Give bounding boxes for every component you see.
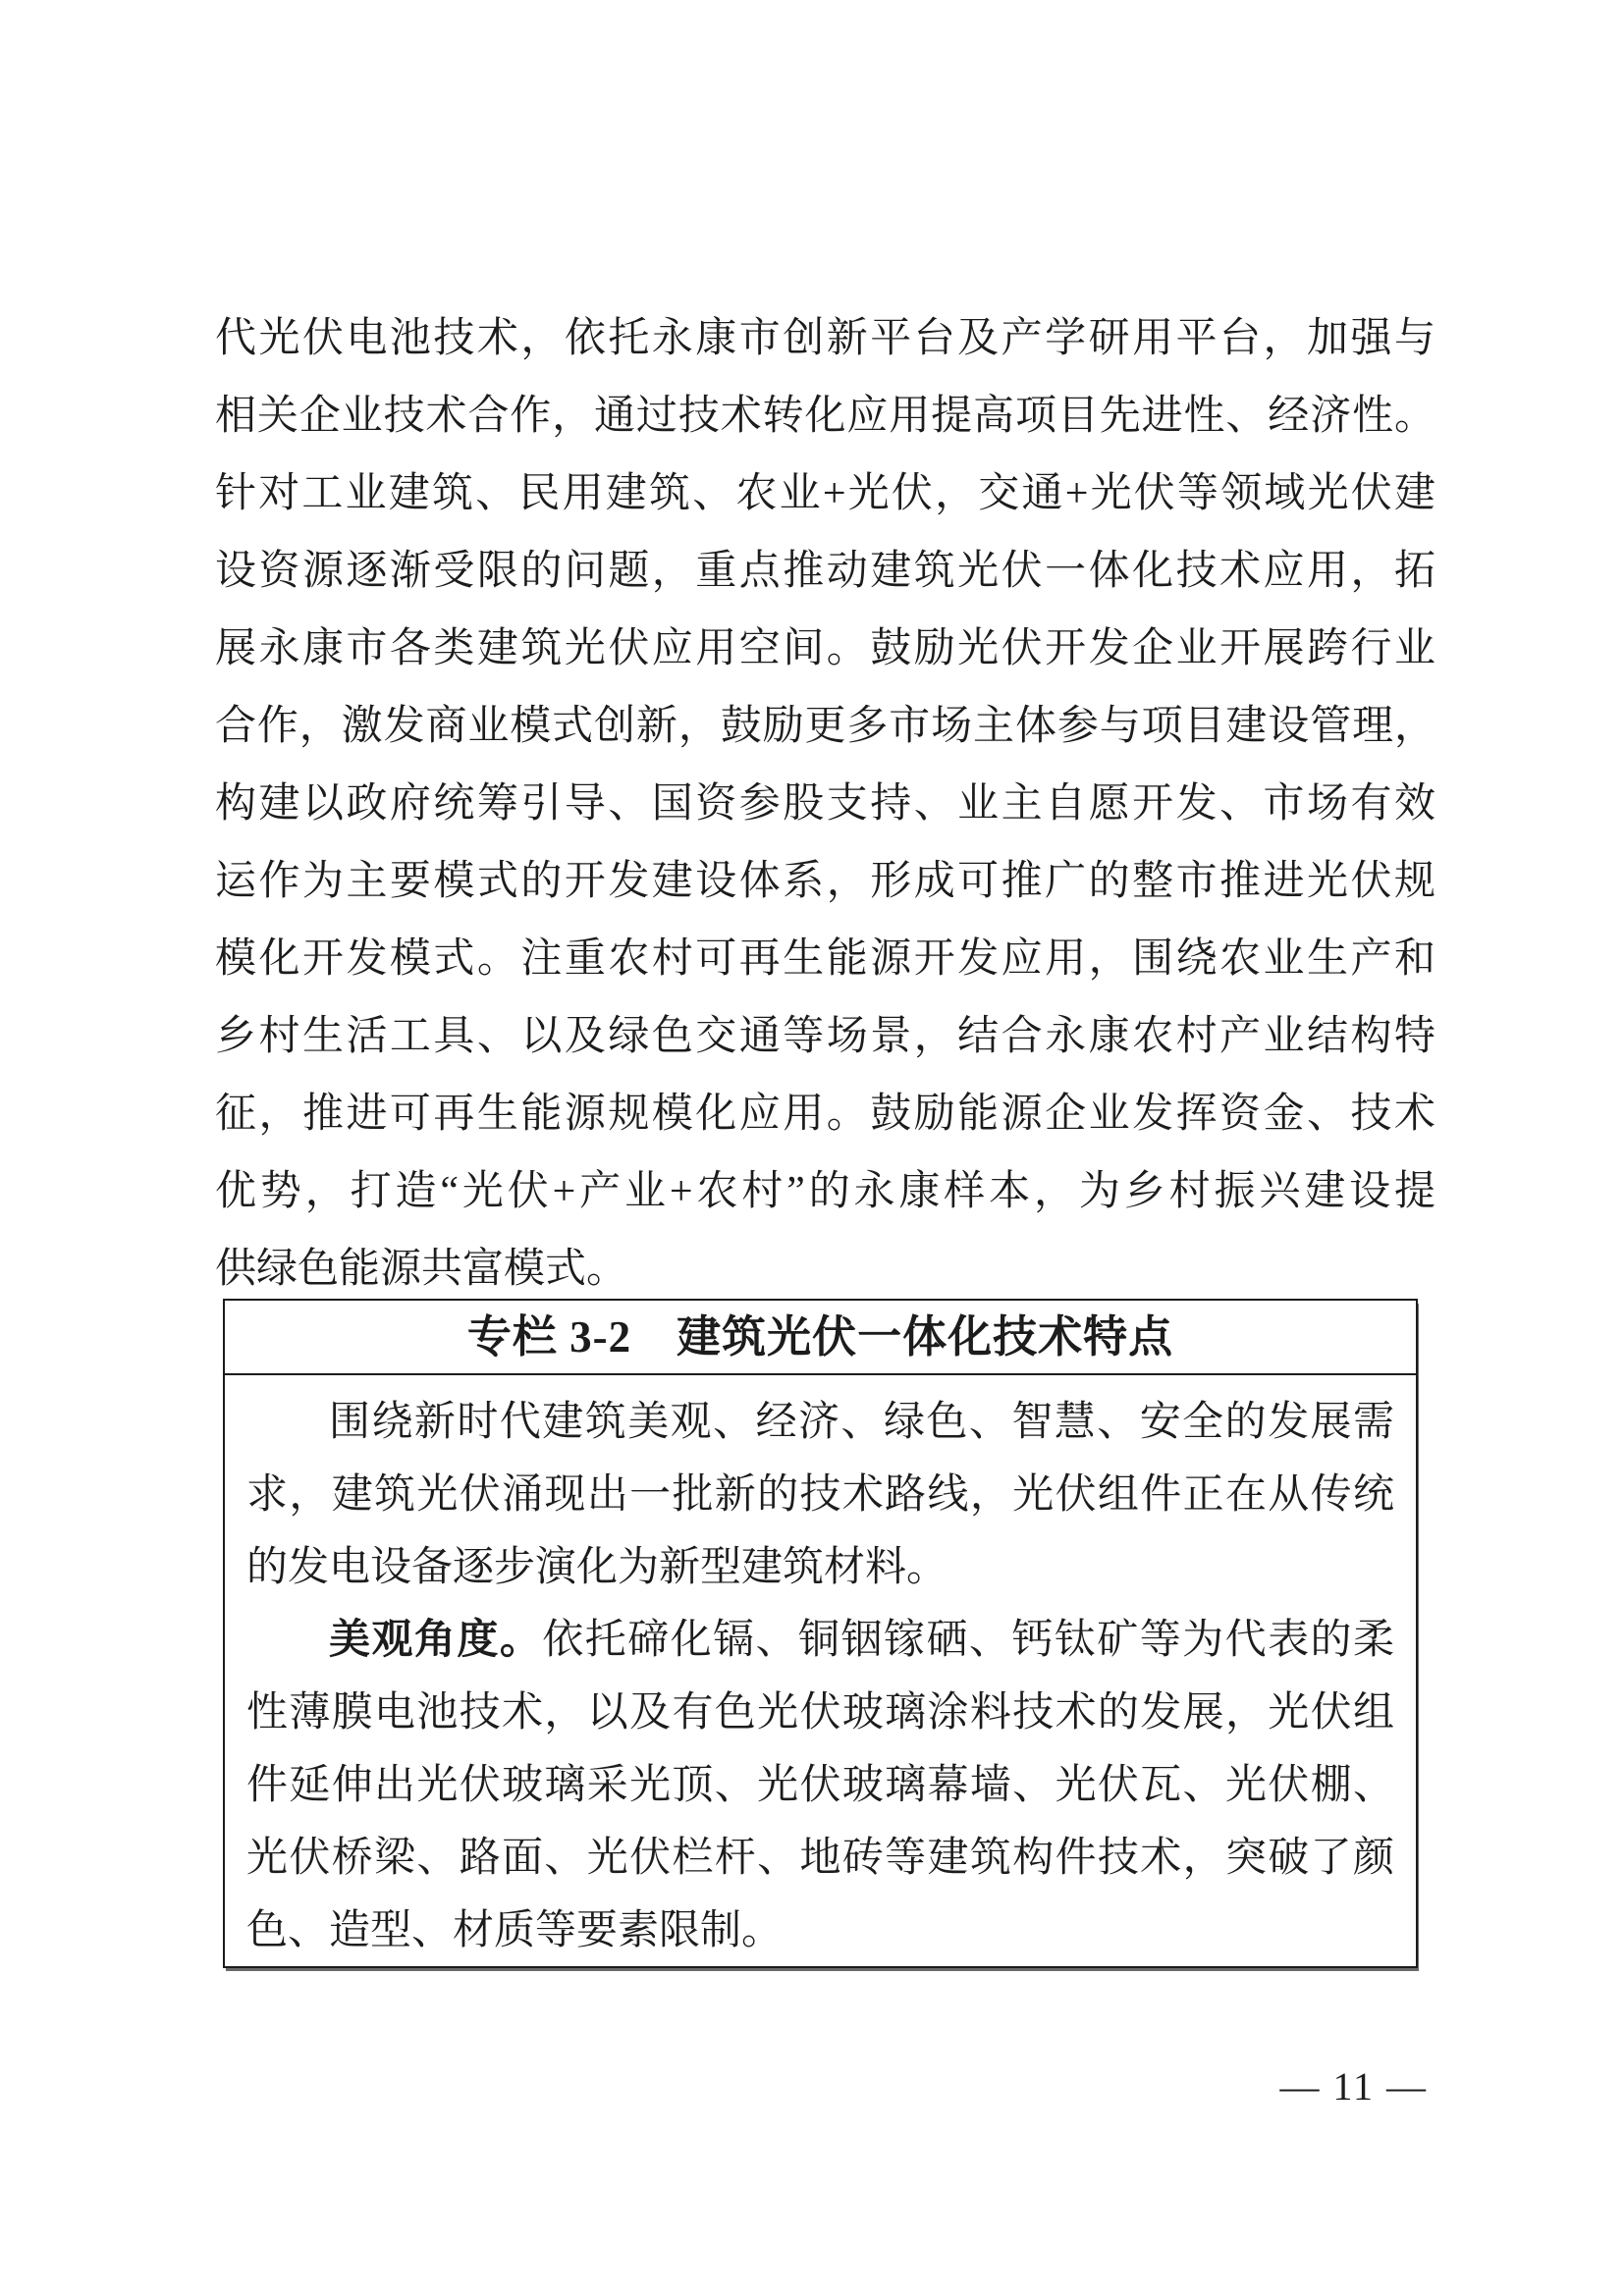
text-line: 相关企业技术合作，通过技术转化应用提高项目先进性、经济性。 — [215, 394, 1435, 439]
callout-box-title: 专栏 3-2 建筑光伏一体化技术特点 — [225, 1301, 1416, 1375]
text-line: 色、造型、材质等要素限制。 — [246, 1908, 784, 1953]
bold-lead-text: 美观角度。 — [329, 1618, 543, 1663]
text-line: 围绕新时代建筑美观、经济、绿色、智慧、安全的发展需 — [329, 1400, 1394, 1445]
text-line: 代光伏电池技术，依托永康市创新平台及产学研用平台，加强与 — [215, 316, 1435, 361]
callout-box-body — [225, 1375, 1416, 1967]
text-line: 针对工业建筑、民用建筑、农业+光伏，交通+光伏等领域光伏建 — [215, 471, 1435, 516]
text-line: 运作为主要模式的开发建设体系，形成可推广的整市推进光伏规 — [215, 859, 1435, 904]
text-line: 的发电设备逐步演化为新型建筑材料。 — [246, 1545, 948, 1590]
text-line: 性薄膜电池技术，以及有色光伏玻璃涂料技术的发展，光伏组 — [246, 1690, 1394, 1735]
text-line: 构建以政府统筹引导、国资参股支持、业主自愿开发、市场有效 — [215, 781, 1435, 827]
callout-box — [223, 1299, 1418, 1968]
text-line: 征，推进可再生能源规模化应用。鼓励能源企业发挥资金、技术 — [215, 1092, 1435, 1137]
text-line: 优势，打造“光伏+产业+农村”的永康样本，为乡村振兴建设提 — [215, 1169, 1435, 1214]
text-line: 求，建筑光伏涌现出一批新的技术路线，光伏组件正在从传统 — [246, 1472, 1394, 1518]
text-line: 设资源逐渐受限的问题，重点推动建筑光伏一体化技术应用，拓 — [215, 549, 1435, 594]
text-line: 展永康市各类建筑光伏应用空间。鼓励光伏开发企业开展跨行业 — [215, 626, 1435, 671]
text-line: 美观角度。依托碲化镉、铜铟镓硒、钙钛矿等为代表的柔 — [329, 1618, 1394, 1663]
text-line: 合作，激发商业模式创新，鼓励更多市场主体参与项目建设管理， — [215, 704, 1435, 749]
text-line: 乡村生活工具、以及绿色交通等场景，结合永康农村产业结构特 — [215, 1014, 1435, 1059]
text-line: 件延伸出光伏玻璃采光顶、光伏玻璃幕墙、光伏瓦、光伏棚、 — [246, 1763, 1394, 1808]
body-text — [215, 300, 1435, 1308]
text-line: 光伏桥梁、路面、光伏栏杆、地砖等建筑构件技术，突破了颜 — [246, 1836, 1394, 1881]
text-line: 供绿色能源共富模式。 — [215, 1247, 628, 1292]
page-number: — 11 — — [1279, 2064, 1428, 2109]
text-line: 模化开发模式。注重农村可再生能源开发应用，围绕农业生产和 — [215, 936, 1435, 982]
